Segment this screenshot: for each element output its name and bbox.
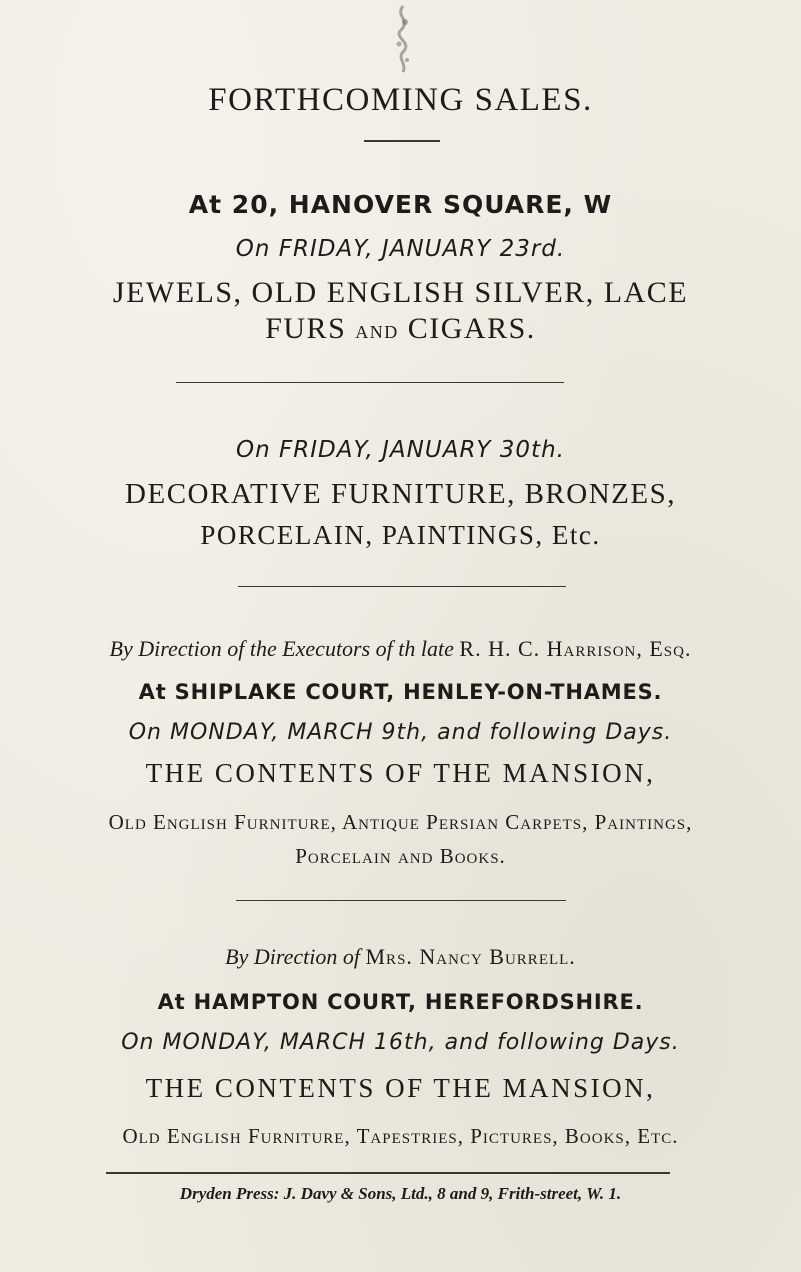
sale-2-date: On FRIDAY, JANUARY 30th. bbox=[236, 437, 565, 463]
sale-4-date: On MONDAY, MARCH 16th, and following Days. bbox=[121, 1030, 680, 1055]
divider bbox=[176, 382, 564, 383]
printer-imprint: Dryden Press: J. Davy & Sons, Ltd., 8 and 9, Frith-street, W. 1. bbox=[179, 1184, 622, 1203]
sale-3-direction bbox=[0, 636, 801, 662]
sale-4-contents: THE CONTENTS OF THE MANSION, bbox=[145, 1073, 656, 1103]
sale-3-items-line-1: Old English Furniture, Antique Persian Carpets, Paintings, bbox=[108, 810, 693, 834]
sale-1-goods-cigars: CIGARS. bbox=[407, 312, 536, 345]
divider bbox=[236, 900, 566, 901]
sale-1-goods-line-2 bbox=[0, 312, 801, 346]
sale-1-venue: At 20, HANOVER SQUARE, W bbox=[188, 190, 613, 219]
sale-4-venue: At HAMPTON COURT, HEREFORDSHIRE. bbox=[157, 990, 644, 1014]
sale-3-direction-name: R. H. C. Harrison, Esq. bbox=[459, 636, 692, 661]
sale-4-items: Old English Furniture, Tapestries, Pictures, Books, Etc. bbox=[122, 1124, 679, 1148]
sale-3-date: On MONDAY, MARCH 9th, and following Days. bbox=[128, 720, 673, 745]
sale-1-goods-line-1: JEWELS, OLD ENGLISH SILVER, LACE bbox=[112, 276, 689, 309]
sale-3-items-line-2: Porcelain and Books. bbox=[295, 844, 506, 868]
sale-3-contents: THE CONTENTS OF THE MANSION, bbox=[145, 758, 656, 788]
sale-3-direction-prefix: By Direction of the Executors of th late bbox=[109, 636, 454, 661]
divider bbox=[106, 1172, 670, 1174]
sale-2-goods-line-2: PORCELAIN, PAINTINGS, Etc. bbox=[200, 520, 601, 550]
sale-4-direction bbox=[0, 944, 801, 970]
sale-1-date: On FRIDAY, JANUARY 23rd. bbox=[235, 236, 566, 262]
sale-2-goods-line-1: DECORATIVE FURNITURE, BRONZES, bbox=[125, 478, 676, 510]
printer-ornament-icon bbox=[385, 2, 421, 74]
sale-4-direction-name: Mrs. Nancy Burrell. bbox=[365, 944, 576, 969]
sale-4-direction-prefix: By Direction of bbox=[225, 944, 360, 969]
divider bbox=[364, 140, 440, 142]
page-title: FORTHCOMING SALES. bbox=[208, 82, 593, 118]
sale-3-venue: At SHIPLAKE COURT, HENLEY-ON-THAMES. bbox=[138, 680, 663, 704]
sale-1-goods-and: AND bbox=[355, 322, 399, 342]
divider bbox=[238, 586, 566, 587]
sale-1-goods-furs: FURS bbox=[265, 312, 347, 345]
